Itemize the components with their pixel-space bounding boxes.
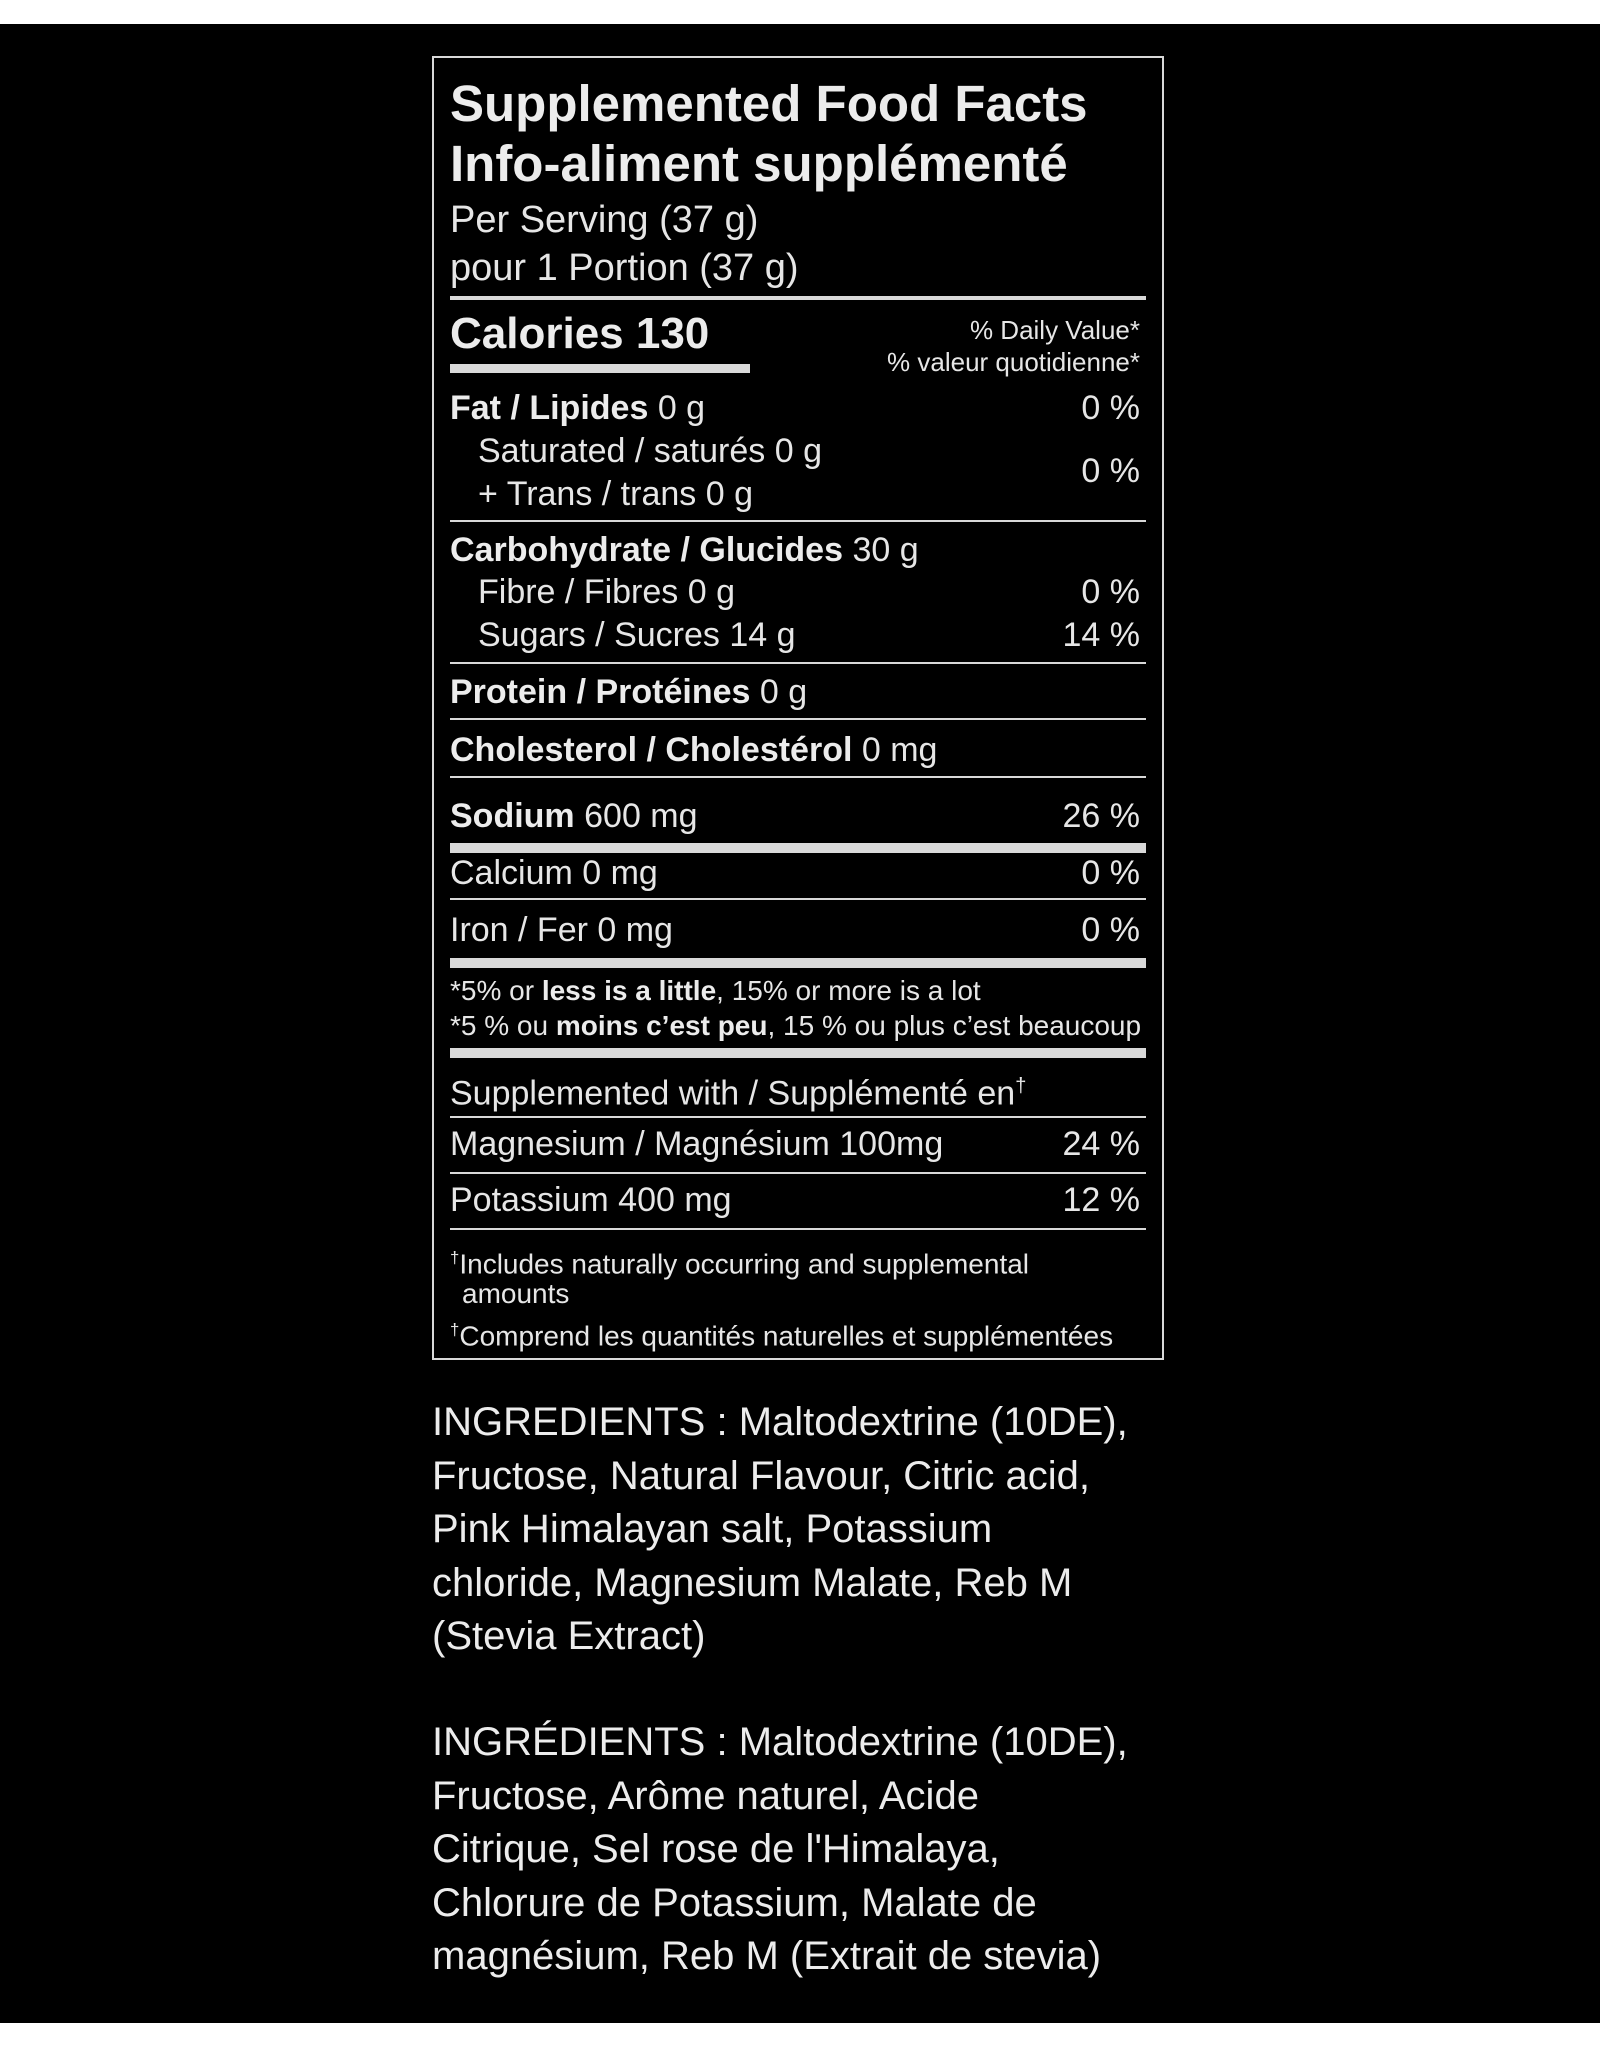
footnote-en-bold: less is a little [541,975,717,1006]
fat-dv: 0 % [1081,389,1140,427]
ingredients-en-line: (Stevia Extract) [432,1614,706,1658]
sat-trans-dv: 0 % [1081,452,1140,490]
fat-label: Fat / Lipides [450,389,649,427]
divider [450,718,1146,720]
calcium-label: Calcium 0 mg [450,854,658,892]
footnote-fr-pre: *5 % ou [450,1010,556,1041]
calcium-row [450,851,1140,895]
sodium-dv: 26 % [1062,797,1140,835]
ingredients-fr-line: Chlorure de Potassium, Malate de [432,1880,1037,1925]
protein-row [450,670,1140,714]
divider [450,520,1146,522]
sugars-dv: 14 % [1062,616,1140,654]
supplemented-with-row [450,1064,1140,1115]
calories: Calories 130 [450,309,710,358]
calories-underline [450,364,750,373]
divider [450,296,1146,300]
ingredients-fr-line: INGRÉDIENTS : Maltodextrine (10DE), [432,1720,1128,1764]
note-en-1: Includes naturally occurring and supplemental [459,1248,1030,1280]
fat-row [450,386,1140,430]
sugars-label: Sugars / Sucres 14 g [478,616,796,654]
magnesium-dv: 24 % [1062,1125,1140,1163]
potassium-label: Potassium 400 mg [450,1181,732,1219]
divider [450,662,1146,664]
footnote-en-pre: *5% or [450,975,542,1006]
sodium-row [450,794,1140,838]
dagger-mark: † [450,1248,460,1267]
divider [450,776,1146,778]
iron-dv: 0 % [1081,911,1140,949]
potassium-row [450,1178,1140,1222]
fibre-label: Fibre / Fibres 0 g [478,573,735,611]
saturated-row [450,429,1140,473]
magnesium-label: Magnesium / Magnésium 100mg [450,1125,944,1163]
serving-en: Per Serving (37 g) [450,199,759,241]
ingredients-en-line: INGREDIENTS : Maltodextrine (10DE), [432,1400,1128,1444]
fat-amount: 0 g [657,389,706,427]
divider [450,1172,1146,1174]
thick-divider [450,1048,1146,1058]
ingredients-en-line: Pink Himalayan salt, Potassium [432,1507,993,1551]
nutrition-facts-panel [432,56,1164,1360]
ingredients-fr [432,1716,1192,1984]
saturated-label: Saturated / saturés 0 g [478,432,822,470]
ingredients-fr-line: Fructose, Arôme naturel, Acide [432,1773,979,1818]
sodium-label: Sodium [450,797,575,835]
ingredients-fr-line: Citrique, Sel rose de l'Himalaya, [432,1827,1000,1871]
title-fr: Info-aliment supplémenté [450,135,1068,192]
serving-fr: pour 1 Portion (37 g) [450,247,799,289]
divider [450,1228,1146,1230]
note-fr: Comprend les quantités naturelles et supplémentées [459,1320,1114,1352]
footnote-en [450,973,1146,1009]
magnesium-row [450,1122,1140,1166]
fibre-dv: 0 % [1081,573,1140,611]
cholesterol-amount: 0 mg [861,731,938,769]
iron-row [450,908,1140,952]
note-en-line2: amounts [462,1278,570,1309]
iron-label: Iron / Fer 0 mg [450,911,673,949]
dagger-mark: † [450,1320,460,1339]
ingredients-en-line: chloride, Magnesium Malate, Reb M [432,1560,1073,1605]
sugars-row [450,613,1140,657]
note-fr-line [450,1312,1146,1354]
footnote-fr-bold: moins c’est peu [555,1010,768,1041]
protein-amount: 0 g [759,673,808,711]
divider [450,1116,1146,1118]
title-en: Supplemented Food Facts [450,75,1088,132]
carb-row [450,528,1140,572]
cholesterol-label: Cholesterol / Cholestérol [450,731,853,769]
trans-label: + Trans / trans 0 g [478,475,753,513]
footnote-fr-post: , 15 % ou plus c’est beaucoup [767,1010,1142,1041]
fibre-row [450,570,1140,614]
ingredients-en [432,1396,1192,1664]
dagger-mark: † [1015,1075,1027,1097]
supplemented-with-label: Supplemented with / Supplémenté en [450,1074,1016,1113]
protein-label: Protein / Protéines [450,673,751,711]
carb-amount: 30 g [852,531,919,569]
ingredients-fr-line: magnésium, Reb M (Extrait de stevia) [432,1934,1102,1978]
sodium-amount: 600 mg [584,797,698,835]
calcium-dv: 0 % [1081,854,1140,892]
ingredients-en-line: Fructose, Natural Flavour, Citric acid, [432,1453,1090,1498]
trans-row [450,472,1140,516]
carb-label: Carbohydrate / Glucides [450,531,843,569]
footnote-en-post: , 15% or more is a lot [716,975,981,1006]
daily-value-en: % Daily Value* [969,315,1140,345]
daily-value-fr: % valeur quotidienne* [887,347,1140,377]
divider [450,898,1146,900]
footnote-fr [450,1008,1146,1044]
potassium-dv: 12 % [1062,1181,1140,1219]
cholesterol-row [450,728,1140,772]
thick-divider [450,958,1146,968]
